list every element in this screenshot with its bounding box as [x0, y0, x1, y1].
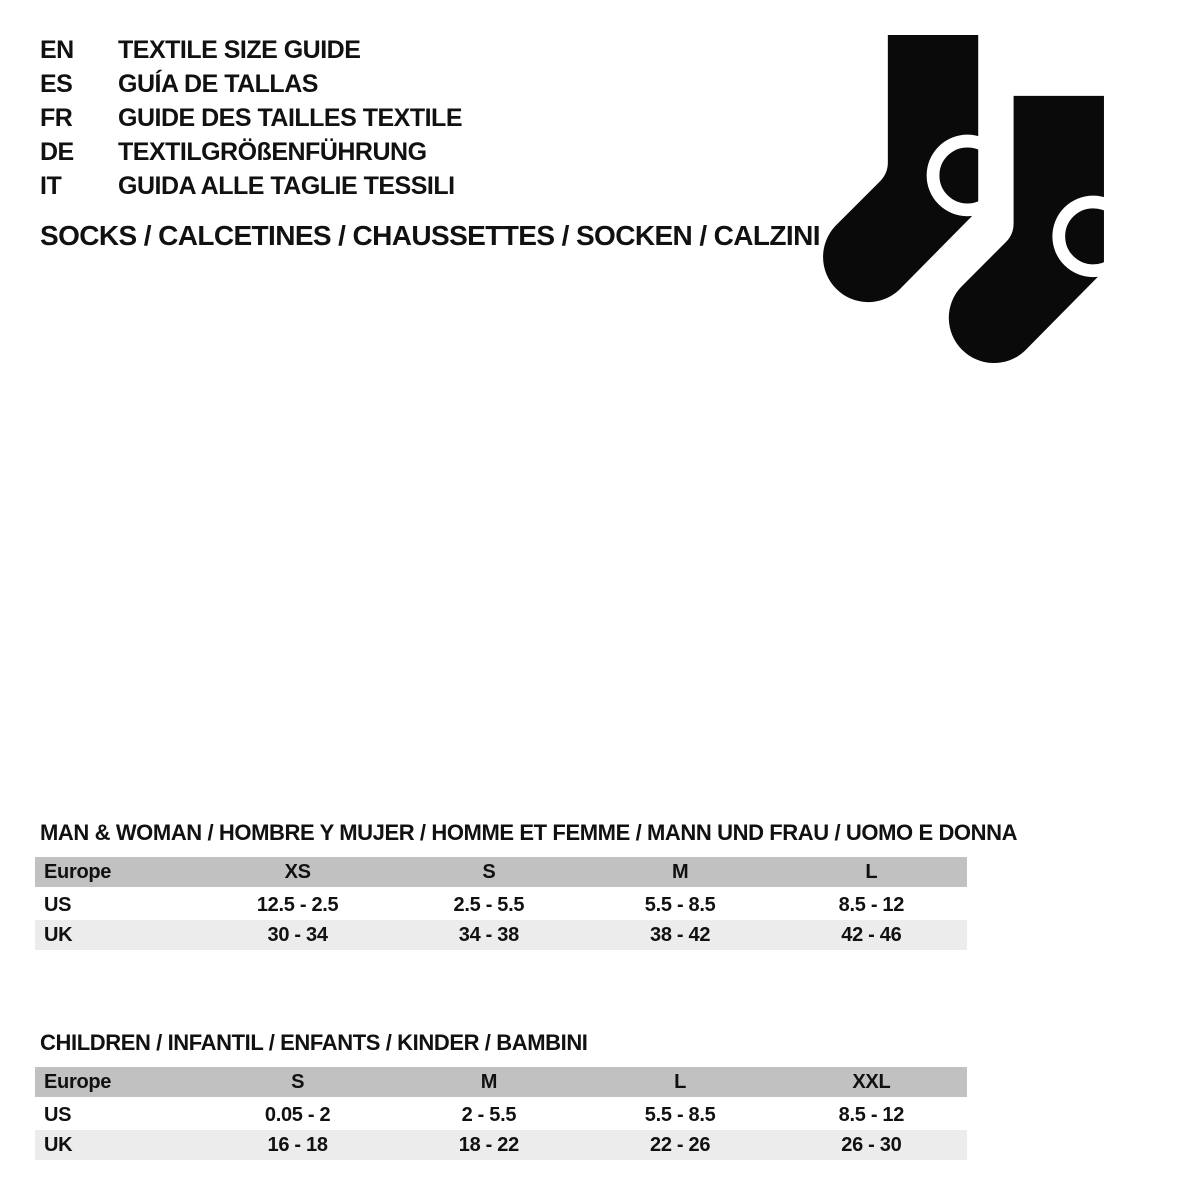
row-label: UK: [44, 1134, 73, 1156]
language-code: DE: [40, 137, 74, 166]
size-value: 2 - 5.5: [461, 1104, 517, 1126]
language-row-it: [40, 169, 462, 203]
table-row-us: [35, 1100, 967, 1130]
language-row-fr: [40, 101, 462, 135]
size-value: 22 - 26: [650, 1134, 711, 1156]
column-header-size: L: [865, 861, 878, 883]
size-value: 18 - 22: [458, 1134, 519, 1156]
language-title: GUIDE DES TAILLES TEXTILE: [118, 103, 463, 132]
language-code: FR: [40, 103, 73, 132]
table-header-row: [35, 1067, 967, 1097]
size-value: 34 - 38: [458, 924, 519, 946]
table-row-uk: [35, 1130, 967, 1160]
size-value: 2.5 - 5.5: [453, 894, 525, 916]
column-header-size: L: [674, 1071, 687, 1093]
table-title-children: CHILDREN / INFANTIL / ENFANTS / KINDER / BAMBINI: [40, 1030, 588, 1055]
socks-icon: [815, 33, 1110, 367]
row-label: US: [44, 1104, 72, 1126]
column-header-size: XS: [284, 861, 311, 883]
column-header-size: XXL: [852, 1071, 891, 1093]
language-title-list: [40, 33, 462, 203]
size-value: 16 - 18: [267, 1134, 328, 1156]
language-code: IT: [40, 171, 62, 200]
column-header-size: S: [482, 861, 496, 883]
size-value: 0.05 - 2: [264, 1104, 331, 1126]
language-row-es: [40, 67, 462, 101]
category-heading: SOCKS / CALCETINES / CHAUSSETTES / SOCKEN / CALZINI: [40, 220, 820, 251]
column-header-size: M: [480, 1071, 498, 1093]
size-table-adults: [35, 857, 967, 950]
language-title: TEXTILGRÖßENFÜHRUNG: [118, 137, 427, 166]
size-value: 8.5 - 12: [838, 894, 905, 916]
column-header-size: M: [671, 861, 689, 883]
size-value: 38 - 42: [650, 924, 711, 946]
row-label: UK: [44, 924, 73, 946]
table-title-adults: MAN & WOMAN / HOMBRE Y MUJER / HOMME ET FEMME / MANN UND FRAU / UOMO E DONNA: [40, 820, 1018, 845]
row-label: US: [44, 894, 72, 916]
column-header-size: S: [291, 1071, 305, 1093]
language-row-de: [40, 135, 462, 169]
table-row-us: [35, 890, 967, 920]
column-header-region: Europe: [44, 861, 112, 883]
table-header-row: [35, 857, 967, 887]
language-row-en: [40, 33, 462, 67]
language-title: TEXTILE SIZE GUIDE: [118, 35, 361, 64]
size-value: 30 - 34: [267, 924, 328, 946]
size-value: 5.5 - 8.5: [644, 894, 716, 916]
size-table-children: [35, 1067, 967, 1160]
size-value: 12.5 - 2.5: [256, 894, 339, 916]
language-title: GUÍA DE TALLAS: [118, 69, 318, 98]
size-value: 5.5 - 8.5: [644, 1104, 716, 1126]
table-row-uk: [35, 920, 967, 950]
language-code: EN: [40, 35, 74, 64]
size-value: 26 - 30: [841, 1134, 902, 1156]
language-title: GUIDA ALLE TAGLIE TESSILI: [118, 171, 455, 200]
size-value: 8.5 - 12: [838, 1104, 905, 1126]
size-value: 42 - 46: [841, 924, 902, 946]
column-header-region: Europe: [44, 1071, 112, 1093]
language-code: ES: [40, 69, 73, 98]
